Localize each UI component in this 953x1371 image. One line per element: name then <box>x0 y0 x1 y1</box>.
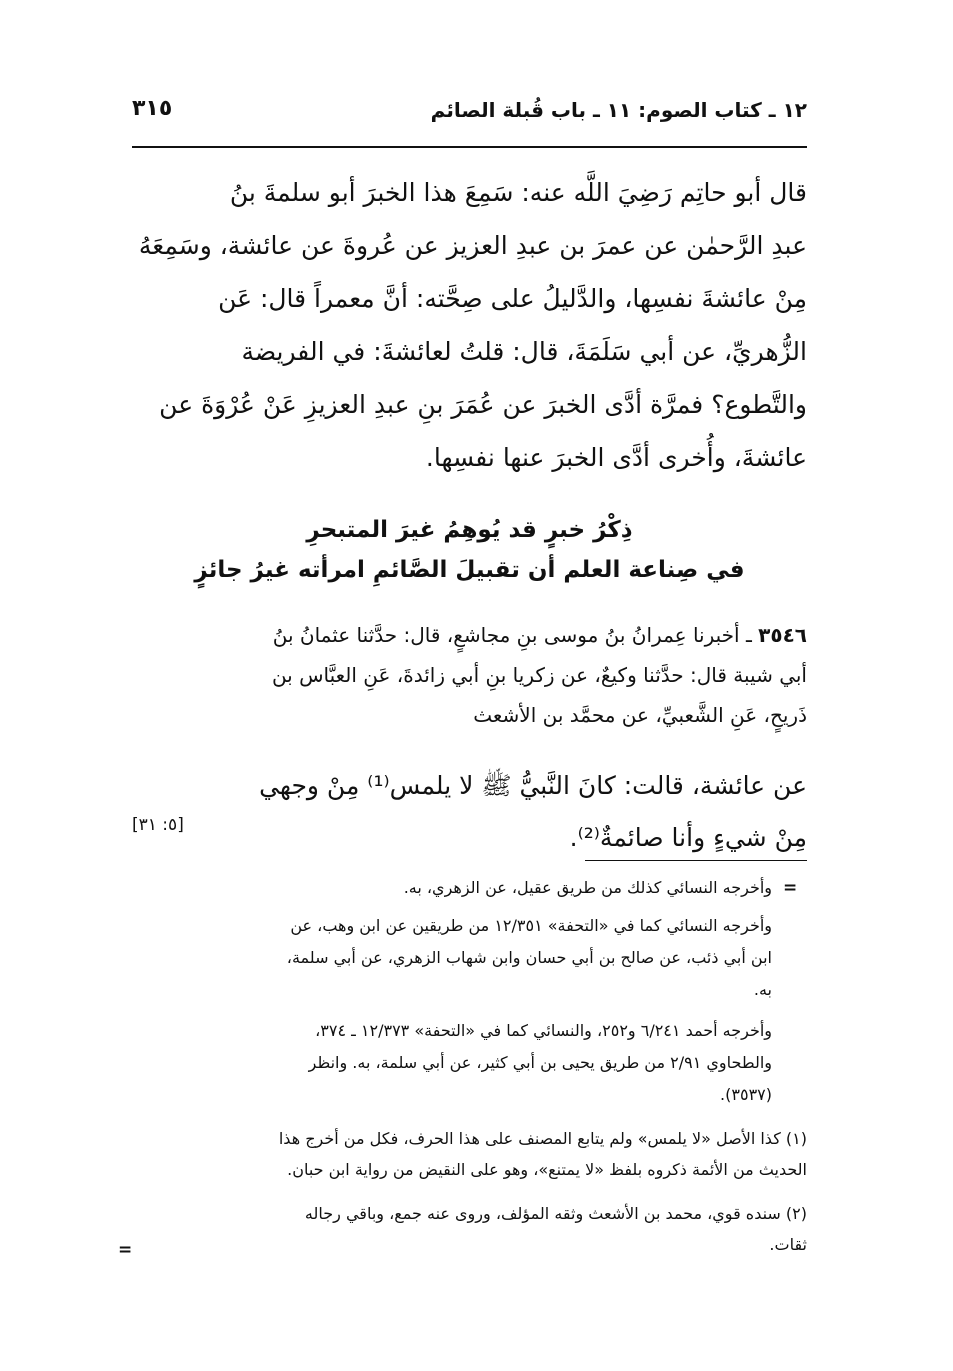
text-line: ذَريحٍ، عَنِ الشَّعبيِّ، عن محمَّد بن الأشعث <box>473 703 807 727</box>
footnote-2 <box>132 1198 807 1260</box>
text-line: عن عائشة، قالت: كانَ النَّبيُّ ﷺ لا يلمس⁽¹⁾ مِنْ وجهي <box>259 771 807 800</box>
footnote-line: وأخرجه النسائي كذلك من طريق عقيل، عن الزهري، به. <box>403 878 772 897</box>
footnote-line: والطحاوي ٢/٩١ من طريق يحيى بن أبي كثير، عن أبي سلمة، به. وانظر <box>308 1053 772 1072</box>
footnote-continued <box>132 873 772 903</box>
page-number: ٣١٥ <box>132 96 173 121</box>
text-line: الزُّهريِّ، عن أبي سَلَمَةَ، قال: قلتُ لعائشةَ: في الفريضة <box>241 337 807 366</box>
footnote-line: وأخرجه أحمد ٦/٢٤١ و٢٥٢، والنسائي كما في «التحفة» ١٢/٣٧٣ ـ ٣٧٤، <box>315 1021 772 1040</box>
footnote-continued <box>132 1015 772 1111</box>
footnote-line: (٣٥٣٧). <box>720 1085 772 1104</box>
citation: [٥: ٣١] <box>132 815 184 835</box>
footnote-line: (١) كذا الأصل «لا يلمس» ولم يتابع المصنف على هذا الحرف، فكل من أخرج هذا <box>278 1129 807 1148</box>
hadith-chain <box>132 615 807 735</box>
text-line: مِنْ عائشةَ نفسِها، والدَّليلُ على صِحَّته: أنَّ معمراً قال: عَن <box>218 284 807 313</box>
footnote-1 <box>132 1123 807 1185</box>
continuation-marker: = <box>783 878 798 898</box>
footnote-line: الحديث من الأئمة ذكروه بلفظ «لا يمتنع»، وهو على النقيض من رواية ابن حبان. <box>287 1160 807 1179</box>
text-line: والتَّطوع؟ فمرَّة أدَّى الخبرَ عن عُمَرَ بنِ عبدِ العزيزِ عَنْ عُرْوَةَ عن <box>159 390 807 419</box>
section-heading <box>132 510 807 590</box>
hadith-text <box>132 760 807 864</box>
footnote-line: ابن أبي ذئب، عن صالح بن أبي حسان وابن شهاب الزهري، عن أبي سلمة، <box>286 948 772 967</box>
hadith-number: ٣٥٤٦ <box>758 623 807 647</box>
chain-text: ـ أخبرنا عِمرانُ بنُ موسى بنِ مجاشعٍ، قال: حدَّثنا عثمانُ بنُ <box>272 623 752 647</box>
running-title: ١٢ ـ كتاب الصوم: ١١ ـ باب قُبلة الصائم <box>430 98 807 122</box>
footnote-continued <box>132 910 772 1006</box>
text-line: أبي شيبة قال: حدَّثنا وكيعٌ، عن زكريا بنِ أبي زائدةَ، عَنِ العبَّاس بن <box>271 663 807 687</box>
footnote-line: (٢) سنده قوي، محمد بن الأشعث وثقه المؤلف، وروى عنه جمع، وباقي رجاله <box>304 1204 807 1223</box>
footnote-line: وأخرجه النسائي كما في «التحفة» ١٢/٣٥١ من طريقين عن ابن وهب، عن <box>290 916 772 935</box>
heading-line: في صِناعة العلم أن تقبيلَ الصَّائمِ امرأته غيرُ جائزٍ <box>194 557 745 583</box>
footnote-line: به. <box>753 980 772 999</box>
heading-line: ذِكْرُ خبرٍ قد يُوهِمُ غيرَ المتبحرِ <box>306 517 633 543</box>
commentary-paragraph <box>132 166 807 484</box>
text-line: عبدِ الرَّحمٰن عن عمرَ بن عبدِ العزيز عن عُروةَ عن عائشة، وسَمِعَهُ <box>138 231 807 260</box>
text-line: عائشةَ، وأُخرى أدَّى الخبرَ عنها نفسِها. <box>425 443 807 472</box>
text-line <box>132 615 807 655</box>
text-line: مِنْ شيءٍ وأنا صائمةٌ⁽²⁾. <box>569 823 807 852</box>
text-line: قال أبو حاتِم رَضِيَ اللَّه عنه: سَمِعَ هذا الخبرَ أبو سلمةَ بنُ <box>229 178 807 207</box>
end-marker: = <box>118 1240 133 1260</box>
footnote-divider <box>585 860 807 861</box>
footnote-line: ثقات. <box>769 1235 807 1254</box>
page-header <box>132 96 807 148</box>
